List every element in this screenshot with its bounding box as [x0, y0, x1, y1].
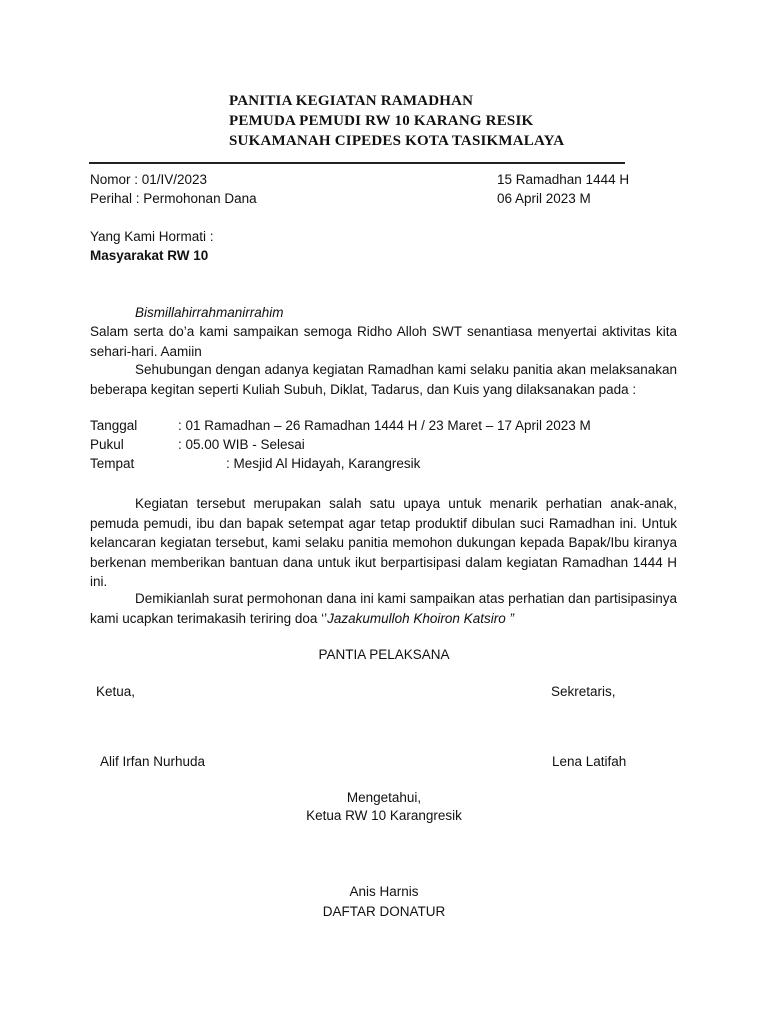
schedule-place-value: : Mesjid Al Hidayah, Karangresik	[226, 456, 421, 471]
bismillah: Bismillahirrahmanirrahim	[135, 305, 284, 320]
chair-name: Alif Irfan Nurhuda	[100, 754, 206, 769]
letterhead-line-1: PANITIA KEGIATAN RAMADHAN	[229, 93, 474, 109]
closing-prayer-quote: Jazakumulloh Khoiron Katsiro ”	[327, 610, 514, 626]
secretary-label: Sekretaris,	[551, 684, 616, 699]
recipient-greeting: Yang Kami Hormati :	[90, 229, 214, 244]
closing-paragraph	[90, 589, 677, 628]
opening-paragraph: Salam serta do’a kami sampaikan semoga Ridho Alloh SWT senantiasa menyertai aktivitas kita sehari-hari. Aamiin	[90, 324, 677, 359]
schedule-time-label: Pukul	[90, 437, 124, 452]
secretary-name: Lena Latifah	[552, 754, 627, 769]
schedule-date-value: : 01 Ramadhan – 26 Ramadhan 1444 H / 23 Maret – 17 April 2023 M	[178, 418, 591, 433]
letter-number: Nomor : 01/IV/2023	[90, 172, 208, 187]
acknowledged-role: Ketua RW 10 Karangresik	[306, 808, 462, 823]
date-hijri: 15 Ramadhan 1444 H	[497, 172, 630, 187]
committee-title: PANTIA PELAKSANA	[318, 647, 450, 662]
schedule-time-value: : 05.00 WIB - Selesai	[178, 437, 305, 452]
letter-subject: Perihal : Permohonan Dana	[90, 191, 257, 206]
schedule-place-label: Tempat	[90, 456, 135, 471]
intro-paragraph: Sehubungan dengan adanya kegiatan Ramadhan kami selaku panitia akan melaksanakan beberapa kegitan seperti Kuliah Subuh, Diklat, Tadarus, dan Kuis yang dilaksanakan pada :	[90, 362, 677, 397]
letterhead-line-3: SUKAMANAH CIPEDES KOTA TASIKMALAYA	[229, 133, 565, 149]
schedule-date-label: Tanggal	[90, 418, 138, 433]
date-gregorian: 06 April 2023 M	[497, 191, 591, 206]
letterhead-line-2: PEMUDA PEMUDI RW 10 KARANG RESIK	[229, 113, 534, 129]
acknowledged-label: Mengetahui,	[346, 790, 422, 805]
letterhead-divider	[89, 162, 625, 164]
rw-head-name: Anis Harnis	[349, 884, 419, 899]
donor-list-title: DAFTAR DONATUR	[322, 904, 446, 919]
purpose-paragraph: Kegiatan tersebut merupakan salah satu upaya untuk menarik perhatian anak-anak, pemuda pemudi, ibu dan bapak setempat agar tetap produktif dibulan suci Ramadhan ini. Untuk kelancaran kegiatan tersebut, kami selaku panitia memohon dukungan kepada Bapak/Ibu kiranya berkenan memberikan bantuan dana untuk ikut berpartisipasi dalam kegiatan Ramadhan 1444 H ini.	[90, 496, 677, 589]
chair-label: Ketua,	[96, 684, 136, 699]
closing-text: Demikianlah surat permohonan dana ini kami sampaikan atas perhatian dan partisipasinya kami ucapkan terimakasih teriring doa ‘’	[90, 591, 677, 626]
recipient-name: Masyarakat RW 10	[90, 248, 209, 263]
